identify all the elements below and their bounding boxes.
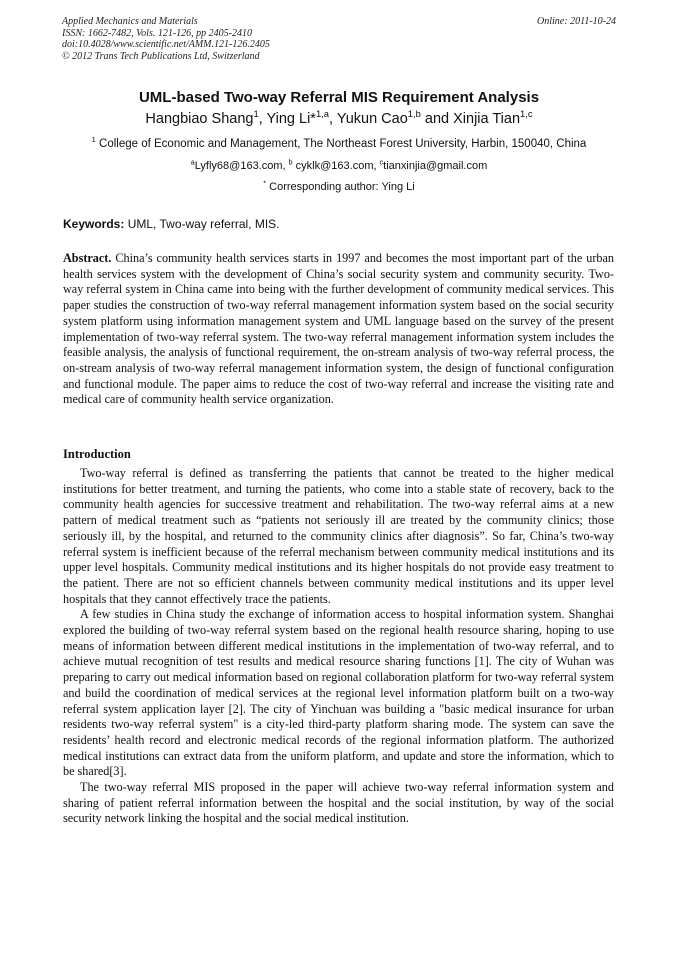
copyright-line: © 2012 Trans Tech Publications Ltd, Switzerland xyxy=(62,50,260,62)
author-separator: and xyxy=(420,111,454,127)
doi-line: doi:10.4028/www.scientific.net/AMM.121-126.2405 xyxy=(62,39,270,50)
email-mark: c xyxy=(379,158,384,167)
author-separator: , xyxy=(329,111,337,127)
issn-line: ISSN: 1662-7482, Vols. 121-126, pp 2405-2410 xyxy=(62,27,252,39)
affiliation-mark: 1 xyxy=(91,135,96,145)
author-affiliation-mark: 1 xyxy=(253,108,259,120)
author-name: Ying Li* xyxy=(266,111,316,127)
author-affiliation-mark: 1,c xyxy=(520,108,533,120)
corresponding-text: Corresponding author: Ying Li xyxy=(266,181,415,193)
keywords-label: Keywords: xyxy=(63,217,125,231)
paper-title: UML-based Two-way Referral MIS Requirement Analysis xyxy=(138,89,540,106)
section-heading-introduction: Introduction xyxy=(63,447,131,461)
author-name: Yukun Cao xyxy=(336,111,408,127)
email-mark: a xyxy=(190,158,195,167)
author-name: Xinjia Tian xyxy=(453,111,521,127)
keywords-text: UML, Two-way referral, MIS. xyxy=(124,217,280,231)
email-mark: b xyxy=(288,158,293,167)
author-affiliation-mark: 1,a xyxy=(315,108,330,120)
keywords xyxy=(63,217,280,231)
affiliation-text: College of Economic and Management, The Northeast Forest University, Harbin, 150040, China xyxy=(95,138,587,150)
running-header xyxy=(62,16,616,62)
corresponding-author xyxy=(0,181,678,193)
author-affiliation-mark: 1,b xyxy=(407,108,421,120)
affiliation xyxy=(0,135,678,150)
body-paragraph: Two-way referral is defined as transferring the patients that cannot be treated to the higher medical institutions for better treatment, and turning the patients, who come into a stable state of recovery, back to the community health agencies for successive treatment and rehabilitation. The two-way referral aims at a new pattern of medical treatment such as “patients not seriously ill are treated by the community clinics; those seriously ill, by the hospital, and returned to the community clinics after diagnosis”. So far, China’s two-way referral system is inefficient because of the referral mechanism between community medical institutions and its upper level hospitals. Community medical institutions and its higher hospitals do not provide easy treatment to the patient. There are not so efficient channels between community medical institutions and its upper level hospitals that they cannot effectively trace the patients. xyxy=(63,466,614,606)
journal-name: Applied Mechanics and Materials xyxy=(62,16,198,27)
email-address: cyklk@163.com, xyxy=(292,160,380,172)
author-emails xyxy=(0,160,678,172)
abstract-label: Abstract. xyxy=(63,251,112,265)
online-date: Online: 2011-10-24 xyxy=(537,16,616,27)
abstract xyxy=(63,251,614,408)
author-name: Hangbiao Shang xyxy=(145,111,254,127)
email-address: Lyfly68@163.com, xyxy=(194,160,289,172)
body-paragraph: A few studies in China study the exchange of information access to hospital information system. Shanghai explored the building of two-way referral system based on the regional health resource sharing, hoping to use means of information between different medical institutions in the implementation of two-way referral, and to achieve mutual recognition of test results and medical resource sharing functions [1]. The city of Wuhan was preparing to carry out medical information based on regional collaboration platform for two-way referral system and build the coordination of medical services at the regional level information platform built on a two-way referral system application layer [2]. The city of Yinchuan was building a "basic medical insurance for urban residents two-way referral system" is a city-led third-party platform sharing mode. The system can save the residents’ health record and electronic medical records of the regional information platform. The authorized medical institutions can extract data from the uniform platform, and update and store the information, which to be shared[3]. xyxy=(63,607,614,779)
corresponding-mark: * xyxy=(263,179,267,188)
body-paragraph: The two-way referral MIS proposed in the paper will achieve two-way referral information system and sharing of patient referral information between the hospital and the social institution, by way of the social security network linking the hospital and the social medical institution. xyxy=(63,780,614,826)
email-address: tianxinjia@gmail.com xyxy=(383,160,488,172)
author-list xyxy=(0,108,678,127)
introduction-body xyxy=(63,466,614,827)
author-separator: , xyxy=(258,111,267,127)
abstract-text: China’s community health services starts in 1997 and becomes the most important part of the urban health services system with the development of China’s social security system and community security. Two-way referral system in China came into being with the further development of community medical services. This paper studies the construction of two-way referral management information system based on the social security system platform using information management system and UML language based on the survey of the present implementation of two-way referral system. The two-way referral management information system includes the feasible analysis, the analysis of functional requirement, the on-stream analysis of two-way referral process, the on-stream analysis of two-way referral management information system, the design of functional configuration and functional module. The paper aims to reduce the cost of two-way referral and increase the visiting rate and medical care of community health service organization. xyxy=(63,251,614,407)
